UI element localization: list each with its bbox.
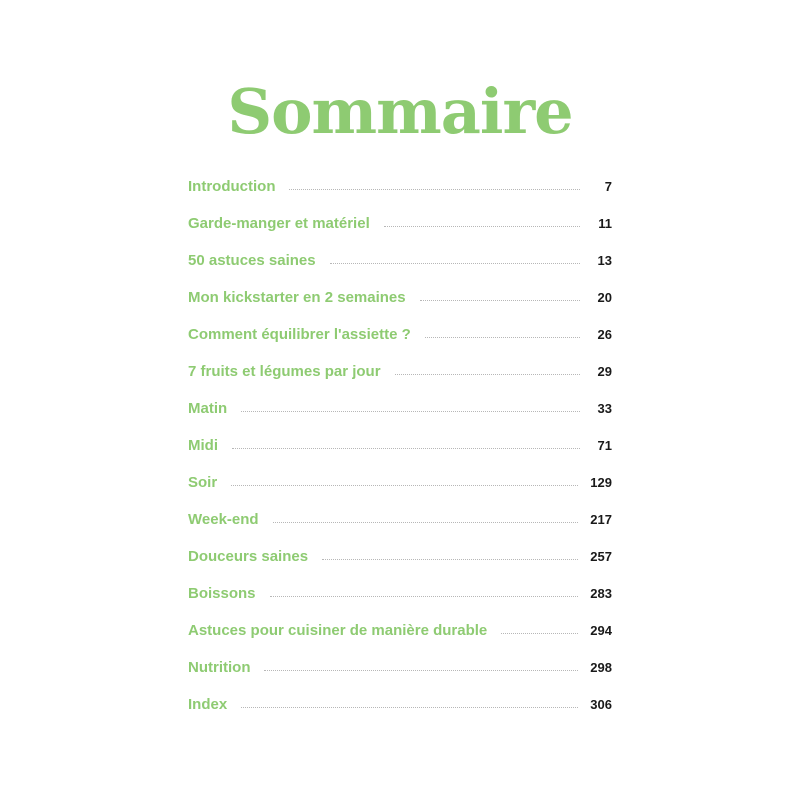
toc-entry[interactable] [188,353,612,390]
toc-entry-label: Garde-manger et matériel [188,215,370,232]
toc-entry-page-number: 33 [597,401,612,416]
toc-dot-leader [501,633,578,634]
toc-dot-leader [289,189,580,190]
toc-entry-label: Mon kickstarter en 2 semaines [188,289,406,306]
toc-entry-page-number: 7 [604,179,612,194]
toc-entry[interactable] [188,612,612,649]
toc-entry-label: Boissons [188,585,256,602]
toc-entry-page-number: 298 [590,660,612,675]
toc-entry-label: 50 astuces saines [188,252,316,269]
toc-dot-leader [425,337,580,338]
toc-entry-page-number: 20 [597,290,612,305]
toc-entry-label: Soir [188,474,218,491]
toc-entry[interactable] [188,575,612,612]
toc-dot-leader [384,226,580,227]
toc-entry[interactable] [188,686,612,723]
toc-dot-leader [264,670,578,671]
table-of-contents [188,168,612,723]
toc-entry[interactable] [188,427,612,464]
toc-entry[interactable] [188,205,612,242]
toc-entry-label: Week-end [188,511,259,528]
toc-entry-page-number: 29 [597,364,612,379]
toc-entry[interactable] [188,464,612,501]
toc-dot-leader [330,263,580,264]
toc-dot-leader [270,596,579,597]
toc-entry-page-number: 257 [590,549,612,564]
toc-entry-label: Astuces pour cuisiner de manière durable [188,622,488,639]
toc-dot-leader [322,559,578,560]
toc-entry-label: Douceurs saines [188,548,309,565]
toc-entry[interactable] [188,501,612,538]
toc-entry[interactable] [188,538,612,575]
toc-dot-leader [241,411,580,412]
toc-entry-label: Introduction [188,178,276,195]
toc-entry-page-number: 11 [598,216,612,231]
toc-entry[interactable] [188,649,612,686]
toc-entry[interactable] [188,390,612,427]
toc-dot-leader [231,485,578,486]
toc-entry-page-number: 217 [590,512,612,527]
toc-dot-leader [420,300,580,301]
toc-entry-label: Index [188,696,228,713]
toc-entry-page-number: 13 [597,253,612,268]
toc-entry-page-number: 26 [597,327,612,342]
toc-entry[interactable] [188,168,612,205]
toc-entry-label: 7 fruits et légumes par jour [188,363,381,380]
page-title: Sommaire [227,75,573,148]
toc-entry[interactable] [188,242,612,279]
toc-dot-leader [241,707,578,708]
toc-entry-page-number: 306 [590,697,612,712]
toc-entry-page-number: 294 [590,623,612,638]
toc-dot-leader [395,374,580,375]
toc-entry[interactable] [188,279,612,316]
toc-entry-label: Midi [188,437,218,454]
toc-entry-label: Nutrition [188,659,251,676]
toc-dot-leader [232,448,580,449]
toc-entry-label: Matin [188,400,228,417]
toc-entry-page-number: 129 [590,475,612,490]
toc-entry-page-number: 283 [590,586,612,601]
toc-entry-label: Comment équilibrer l'assiette ? [188,326,411,343]
toc-entry[interactable] [188,316,612,353]
toc-dot-leader [273,522,579,523]
toc-entry-page-number: 71 [597,438,612,453]
